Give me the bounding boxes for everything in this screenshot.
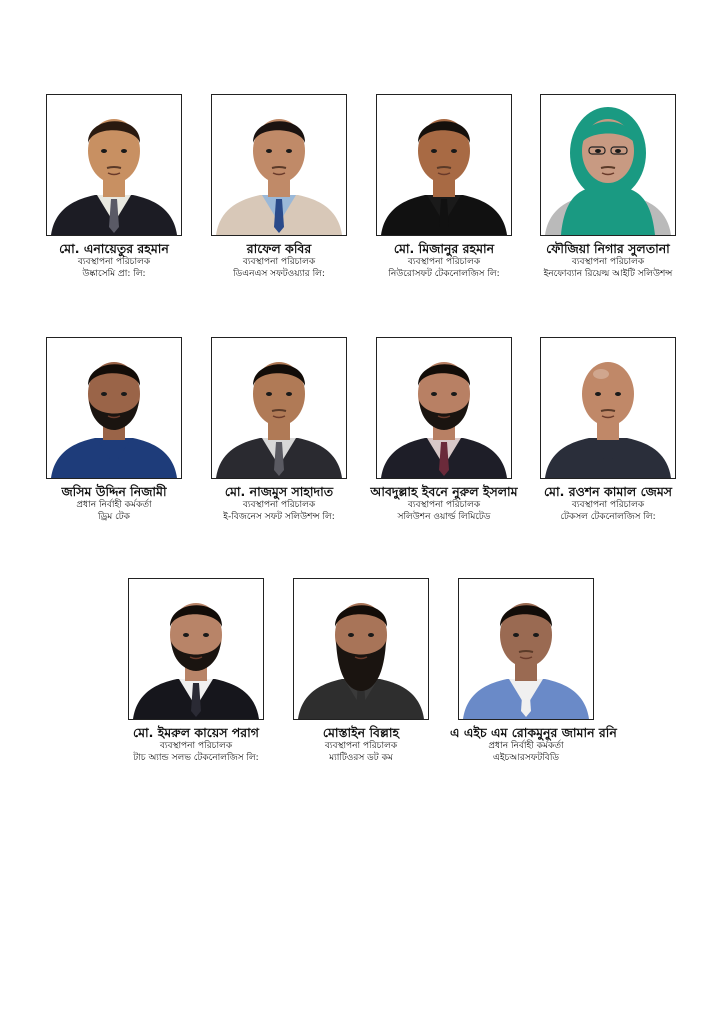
member-card [38, 337, 190, 523]
member-photo [128, 578, 264, 720]
portrait-graphic [377, 338, 511, 478]
member-name: মো. রওশন কামাল জেমস [543, 484, 673, 499]
member-title: ব্যবস্থাপনা পরিচালক [571, 500, 645, 510]
member-name: মো. মিজানুর রহমান [393, 241, 495, 256]
portrait-graphic [212, 338, 346, 478]
member-organization: সলিউশন ওয়ার্ল্ড লিমিটেড [397, 512, 491, 522]
member-name: মোস্তাইন বিল্লাহ [322, 725, 400, 740]
member-title: ব্যবস্থাপনা পরিচালক [159, 741, 233, 751]
member-card [368, 337, 520, 523]
member-card [532, 94, 684, 280]
member-organization: টেকসল টেকনোলজিস লি: [560, 512, 656, 522]
portrait-graphic [377, 95, 511, 235]
member-photo [540, 337, 676, 479]
member-organization: ডিএনএস সফটওয়্যার লি: [233, 269, 325, 279]
member-photo [293, 578, 429, 720]
member-title: ব্যবস্থাপনা পরিচালক [571, 257, 645, 267]
member-photo [211, 94, 347, 236]
portrait-graphic [294, 579, 428, 719]
member-organization: এইচআরসফটবিডি [492, 753, 560, 763]
member-photo [46, 337, 182, 479]
member-name: মো. নাজমুস সাহাদাত [224, 484, 334, 499]
member-card [203, 94, 355, 280]
member-photo [540, 94, 676, 236]
member-organization: ইনফোব্যান রিয়েল্ম আইটি সলিউশন্স [543, 269, 673, 279]
member-card [203, 337, 355, 523]
member-organization: টাচ অ্যান্ড সলভ টেকনোলজিস লি: [133, 753, 259, 763]
portrait-graphic [47, 95, 181, 235]
member-name: মো. এনায়েতুর রহমান [59, 241, 169, 256]
member-title: প্রধান নির্বাহী কর্মকর্তা [76, 500, 152, 510]
member-name: আবদুল্লাহ ইবনে নুরুল ইসলাম [370, 484, 518, 499]
member-title: প্রধান নির্বাহী কর্মকর্তা [488, 741, 564, 751]
portrait-graphic [459, 579, 593, 719]
member-card [532, 337, 684, 523]
member-card [120, 578, 272, 764]
member-organization: ম্যাটিওরস ডট কম [329, 753, 393, 763]
member-title: ব্যবস্থাপনা পরিচালক [242, 500, 316, 510]
member-name: মো. ইমরুল কায়েস পরাগ [133, 725, 259, 740]
member-title: ব্যবস্থাপনা পরিচালক [242, 257, 316, 267]
member-photo [376, 337, 512, 479]
member-name: ফৌজিয়া নিগার সুলতানা [546, 241, 670, 256]
member-card [368, 94, 520, 280]
member-card [450, 578, 617, 764]
member-photo [211, 337, 347, 479]
member-photo [458, 578, 594, 720]
portrait-graphic [212, 95, 346, 235]
member-title: ব্যবস্থাপনা পরিচালক [324, 741, 398, 751]
portrait-graphic [47, 338, 181, 478]
member-organization: উষ্কাসেমি প্রা: লি: [82, 269, 146, 279]
member-card [285, 578, 437, 764]
member-organization: ড্রিম টেক [98, 512, 130, 522]
member-photo [46, 94, 182, 236]
member-photo [376, 94, 512, 236]
member-title: ব্যবস্থাপনা পরিচালক [77, 257, 151, 267]
member-organization: নিউরোসফট টেকনোলজিস লি: [388, 269, 500, 279]
portrait-graphic [541, 338, 675, 478]
member-card [38, 94, 190, 280]
member-organization: ই-বিজনেস সফট সলিউশন্স লি: [223, 512, 335, 522]
member-title: ব্যবস্থাপনা পরিচালক [407, 257, 481, 267]
portrait-graphic [541, 95, 675, 235]
member-title: ব্যবস্থাপনা পরিচালক [407, 500, 481, 510]
member-name: এ এইচ এম রোকমুনুর জামান রনি [450, 725, 617, 740]
member-name: জসিম উদ্দিন নিজামী [61, 484, 167, 499]
portrait-graphic [129, 579, 263, 719]
member-name: রাফেল কবির [246, 241, 312, 256]
